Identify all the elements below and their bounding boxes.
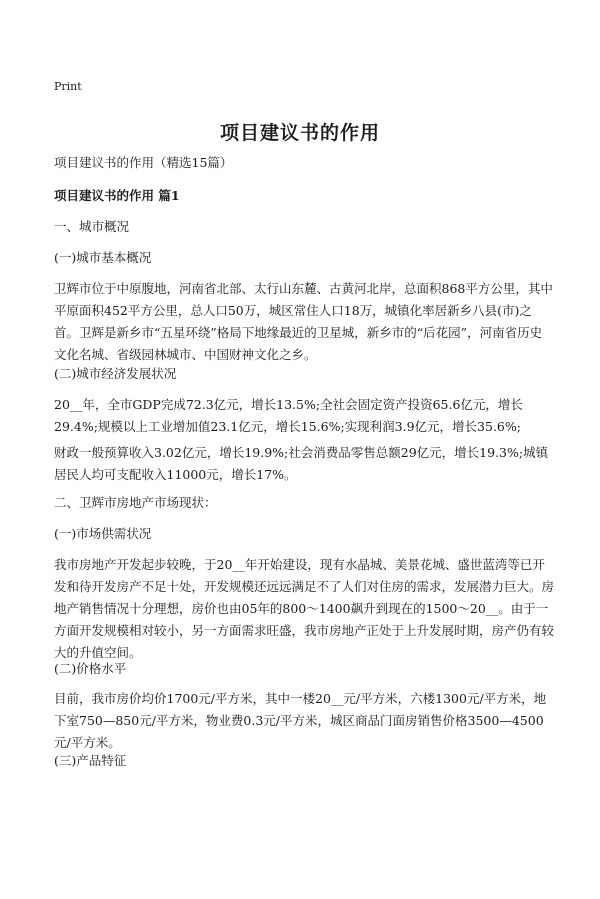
print-label: Print bbox=[54, 80, 82, 93]
subsection-heading-product-features: (三)产品特征 bbox=[54, 753, 127, 768]
article-heading: 项目建议书的作用 篇1 bbox=[54, 188, 180, 203]
document-title: 项目建议书的作用 bbox=[219, 122, 380, 144]
subsection-heading-basic-overview: (一)城市基本概况 bbox=[54, 250, 152, 265]
paragraph-supply-demand: 我市房地产开发起步较晚，于20__年开始建设，现有水晶城、美景花城、盛世蓝湾等已开发和待开发房产不足十处，开发规模还远远满足不了人们对住房的需求，发展潜力巨大。房地产销售情况十分理想，房价也由05年的800～1400飙升到现在的1500～20__。由于一方面开发规模相对较小，另一方面需求旺盛，我市房地产正处于上升发展时期，房产仍有较大的升值空间。 bbox=[54, 557, 555, 660]
paragraph-economy-1: 20__年，全市GDP完成72.3亿元，增长13.5%;全社会固定资产投资65.6亿元，增长29.4%;规模以上工业增加值23.1亿元，增长15.6%;实现利润3.9亿元，增长35.6%; bbox=[54, 397, 523, 434]
document-subtitle: 项目建议书的作用（精选15篇） bbox=[54, 155, 233, 170]
subsection-heading-economy: (二)城市经济发展状况 bbox=[54, 366, 177, 381]
paragraph-price-level: 目前，我市房价均价1700元/平方米，其中一楼20__元/平方米，六楼1300元/平方米，地下室750—850元/平方米，物业费0.3元/平方米，城区商品门面房销售价格3500—4500元/平方米。 bbox=[54, 691, 547, 750]
paragraph-economy-2: 财政一般预算收入3.02亿元，增长19.9%;社会消费品零售总额29亿元，增长19.3%;城镇居民人均可支配收入11000元，增长17%。 bbox=[54, 445, 549, 482]
subsection-heading-supply-demand: (一)市场供需状况 bbox=[54, 526, 152, 541]
section-heading-real-estate: 二、卫辉市房地产市场现状： bbox=[54, 495, 217, 510]
subsection-heading-price-level: (二)价格水平 bbox=[54, 661, 127, 676]
section-heading-city-overview: 一、城市概况 bbox=[54, 219, 130, 234]
paragraph-basic-overview: 卫辉市位于中原腹地，河南省北部、太行山东麓、古黄河北岸，总面积868平方公里，其中平原面积452平方公里，总人口50万，城区常住人口18万，城镇化率居新乡八县(市)之首。卫辉是新乡市“五星环绕”格局下地缘最近的卫星城，新乡市的“后花园”，河南省历史文化名城、省级园林城市、中国财神文化之乡。 bbox=[54, 281, 553, 362]
